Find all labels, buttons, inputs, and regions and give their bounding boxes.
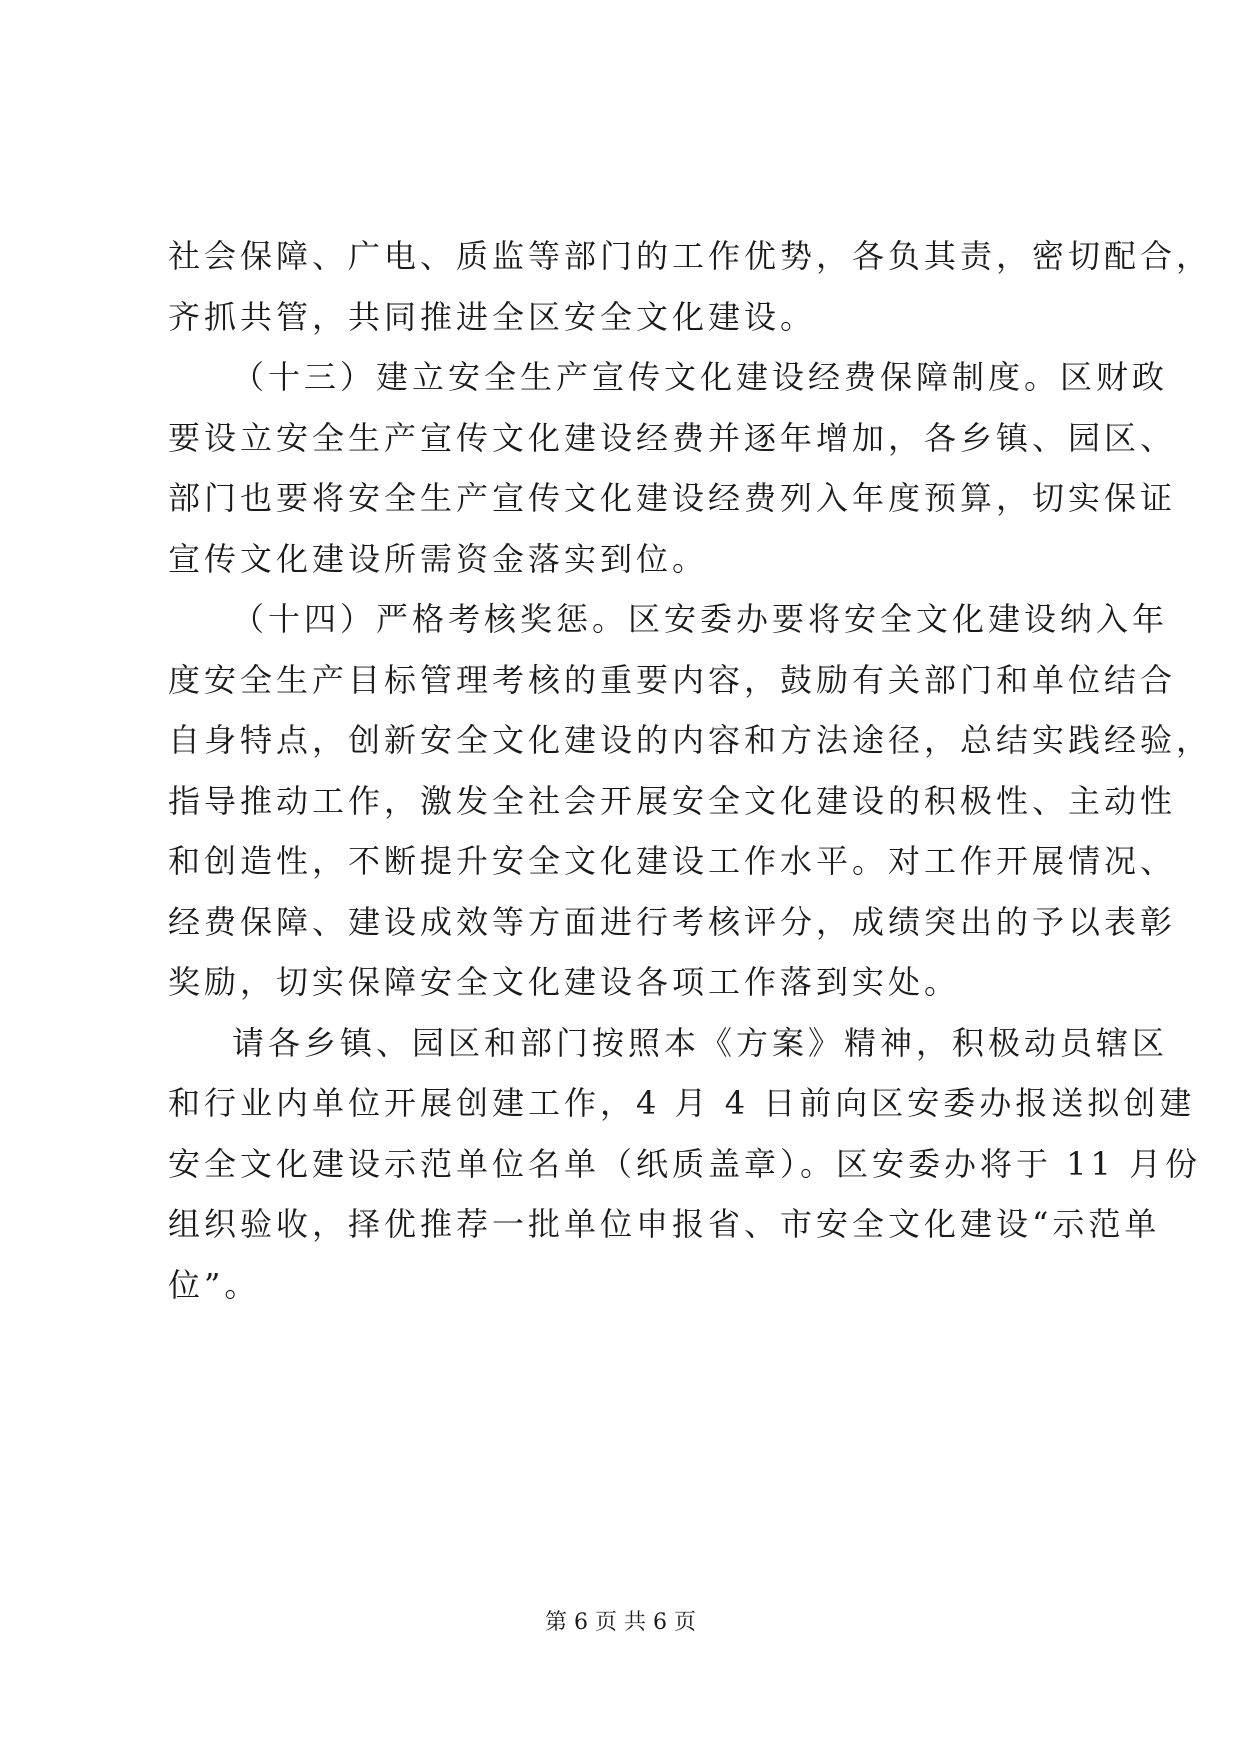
text-line: 和创造性，不断提升安全文化建设工作水平。对工作开展情况、 xyxy=(168,842,1177,880)
paragraph-first-line: 请各乡镇、园区和部门按照本《方案》精神，积极动员辖区 xyxy=(232,1023,1169,1062)
text-line: 齐抓共管，共同推进全区安全文化建设。 xyxy=(168,297,817,336)
text-line: 宣传文化建设所需资金落实到位。 xyxy=(168,539,709,578)
text-line: 社会保障、广电、质监等部门的工作优势，各负其责，密切配合， xyxy=(168,237,1213,275)
text-line: 位”。 xyxy=(168,1265,261,1304)
text-line: 组织验收，择优推荐一批单位申报省、市安全文化建设“示范单 xyxy=(168,1205,1161,1243)
body-text xyxy=(168,226,1213,1315)
text-line: 奖励，切实保障安全文化建设各项工作落到实处。 xyxy=(168,963,961,1001)
text-line: 和行业内单位开展创建工作，4 月 4 日前向区安委办报送拟创建 xyxy=(168,1084,1196,1122)
page-footer xyxy=(0,1608,1241,1638)
text-line: 安全文化建设示范单位名单（纸质盖章）。区安委办将于 11 月份 xyxy=(168,1144,1202,1183)
text-line: 要设立安全生产宣传文化建设经费并逐年增加，各乡镇、园区、 xyxy=(168,418,1177,457)
text-line: 部门也要将安全生产宣传文化建设经费列入年度预算，切实保证 xyxy=(168,479,1177,517)
paragraph-first-line: （十四）严格考核奖惩。区安委办要将安全文化建设纳入年 xyxy=(232,600,1169,638)
text-line: 经费保障、建设成效等方面进行考核评分，成绩突出的予以表彰 xyxy=(168,902,1177,941)
paragraph-first-line: （十三）建立安全生产宣传文化建设经费保障制度。区财政 xyxy=(232,358,1169,396)
text-line: 自身特点，创新安全文化建设的内容和方法途径，总结实践经验， xyxy=(168,721,1213,759)
text-line: 指导推动工作，激发全社会开展安全文化建设的积极性、主动性 xyxy=(168,781,1177,820)
page-number: 第 6 页 共 6 页 xyxy=(545,1610,696,1635)
text-line: 度安全生产目标管理考核的重要内容，鼓励有关部门和单位结合 xyxy=(168,660,1177,699)
